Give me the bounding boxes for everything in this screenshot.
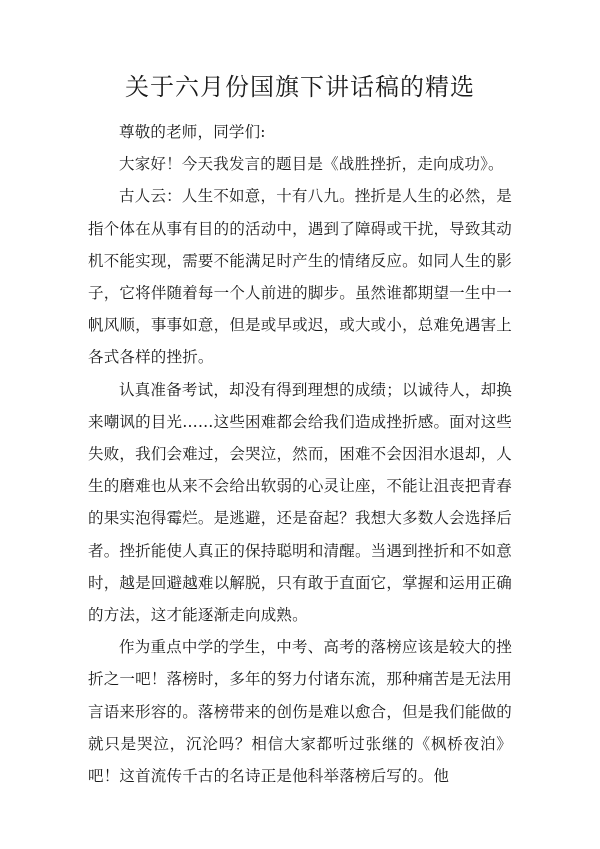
paragraph-opening: 大家好！今天我发言的题目是《战胜挫折，走向成功》。: [119, 155, 504, 174]
paragraph-3: 作为重点中学的学生，中考、高考的落榜应该是较大的挫折之一吧！落榜时，多年的努力付诸东流，那种痛苦是无法用言语来形容的。落榜带来的创伤是难以愈合，但是我们能做的就只是哭泣，沉沦吗？相信大家都听过张继的《枫桥夜泊》吧！这首流传千古的名诗正是他科举落榜后写的。他: [88, 638, 512, 786]
paragraph-1: 古人云：人生不如意，十有八九。挫折是人生的必然，是指个体在从事有目的的活动中，遇到了障碍或干扰，导致其动机不能实现，需要不能满足时产生的情绪反应。如同人生的影子，它将伴随着每一个人前进的脚步。虽然谁都期望一生中一帆风顺，事事如意，但是或早或迟，或大或小，总难免遇害上各式各样的挫折。: [88, 187, 512, 367]
paragraph-greeting: 尊敬的老师，同学们:: [119, 123, 266, 141]
paragraph-2: 认真准备考试，却没有得到理想的成绩；以诚待人，却换来嘲讽的目光……这些困难都会给我们造成挫折感。面对这些失败，我们会难过，会哭泣，然而，困难不会因泪水退却，人生的磨难也从来不会给出软弱的心灵让座，不能让沮丧把青春的果实泡得霉烂。是逃避，还是奋起？我想大多数人会选择后者。挫折能使人真正的保持聪明和清醒。当遇到挫折和不如意时，越是回避越难以解脱，只有敢于直面它，掌握和运用正确的方法，这才能逐渐走向成熟。: [88, 380, 512, 625]
document-title: 关于六月份国旗下讲话稿的精选: [125, 73, 475, 101]
